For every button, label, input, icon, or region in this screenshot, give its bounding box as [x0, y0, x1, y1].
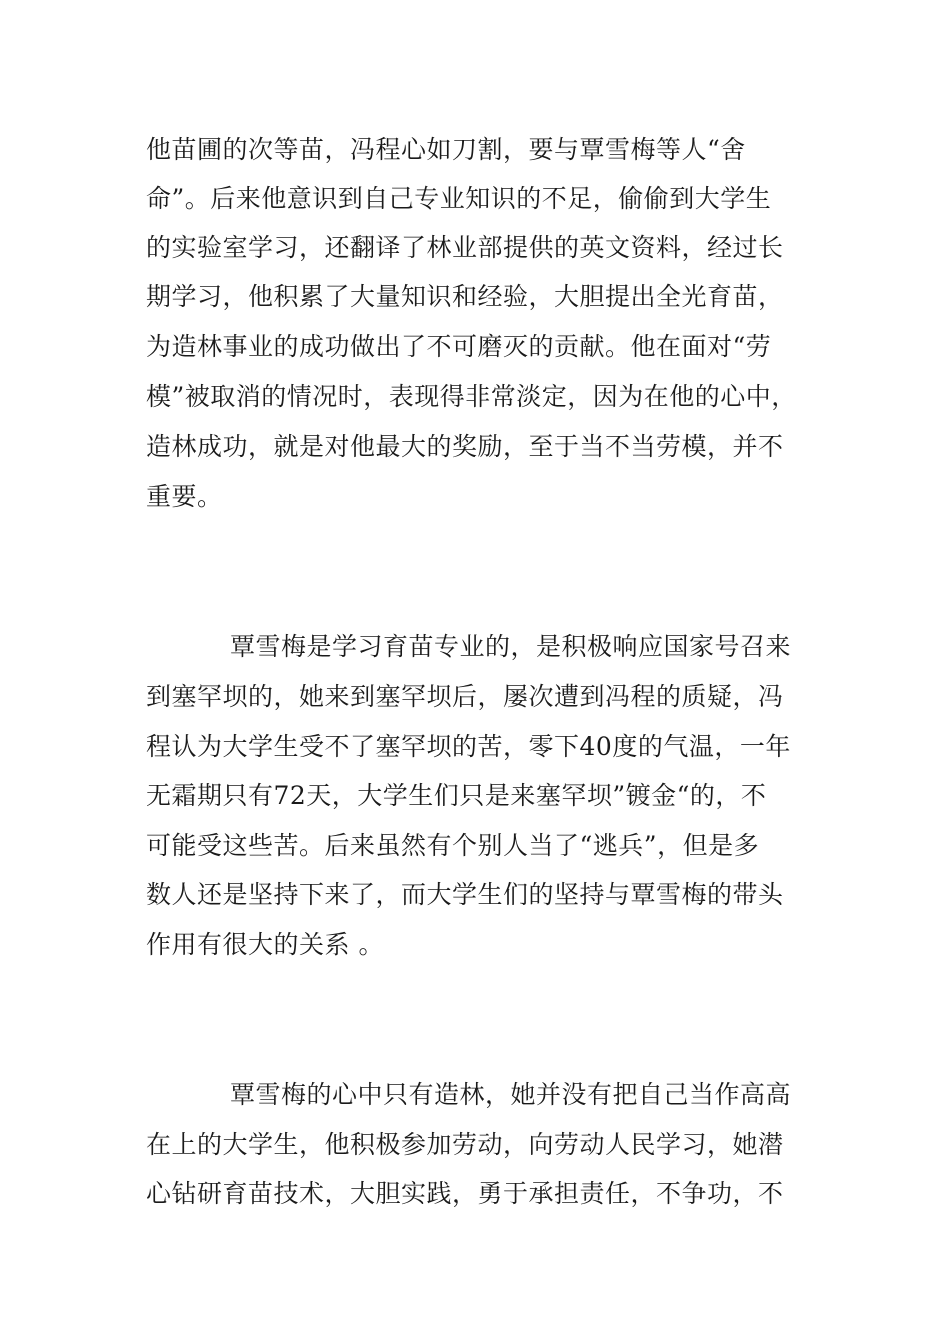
paragraph-line: 可能受这些苦。后来虽然有个别人当了“逃兵”，但是多 [146, 831, 760, 860]
paragraph-line: 无霜期只有72天，大学生们只是来塞罕坝”镀金“的，不 [146, 781, 767, 810]
paragraph-line: 覃雪梅是学习育苗专业的，是积极响应国家号召来 [230, 632, 792, 661]
paragraph-line: 的实验室学习，还翻译了林业部提供的英文资料，经过长 [146, 233, 784, 262]
paragraph-line: 命”。后来他意识到自己专业知识的不足，偷偷到大学生 [146, 184, 772, 213]
paragraph-line: 重要。 [146, 482, 223, 511]
paragraph-line: 程认为大学生受不了塞罕坝的苦，零下40度的气温，一年 [146, 732, 791, 761]
paragraph-line: 心钻研育苗技术，大胆实践，勇于承担责任，不争功，不 [146, 1179, 784, 1208]
paragraph-line: 覃雪梅的心中只有造林，她并没有把自己当作高高 [230, 1080, 792, 1109]
paragraph-line: 期学习，他积累了大量知识和经验，大胆提出全光育苗， [146, 282, 784, 311]
paragraph-line: 在上的大学生，他积极参加劳动，向劳动人民学习，她潜 [146, 1130, 784, 1159]
paragraph-line: 作用有很大的关系 。 [146, 930, 384, 959]
paragraph-line: 为造林事业的成功做出了不可磨灭的贡献。他在面对“劳 [146, 332, 772, 361]
paragraph-line: 数人还是坚持下来了，而大学生们的坚持与覃雪梅的带头 [146, 880, 784, 909]
paragraph-line: 模”被取消的情况时，表现得非常淡定，因为在他的心中， [146, 382, 797, 411]
paragraph-line: 造林成功，就是对他最大的奖励，至于当不当劳模，并不 [146, 432, 784, 461]
paragraph-line: 他苗圃的次等苗，冯程心如刀割，要与覃雪梅等人“舍 [146, 135, 746, 164]
paragraph-line: 到塞罕坝的，她来到塞罕坝后，屡次遭到冯程的质疑，冯 [146, 682, 784, 711]
